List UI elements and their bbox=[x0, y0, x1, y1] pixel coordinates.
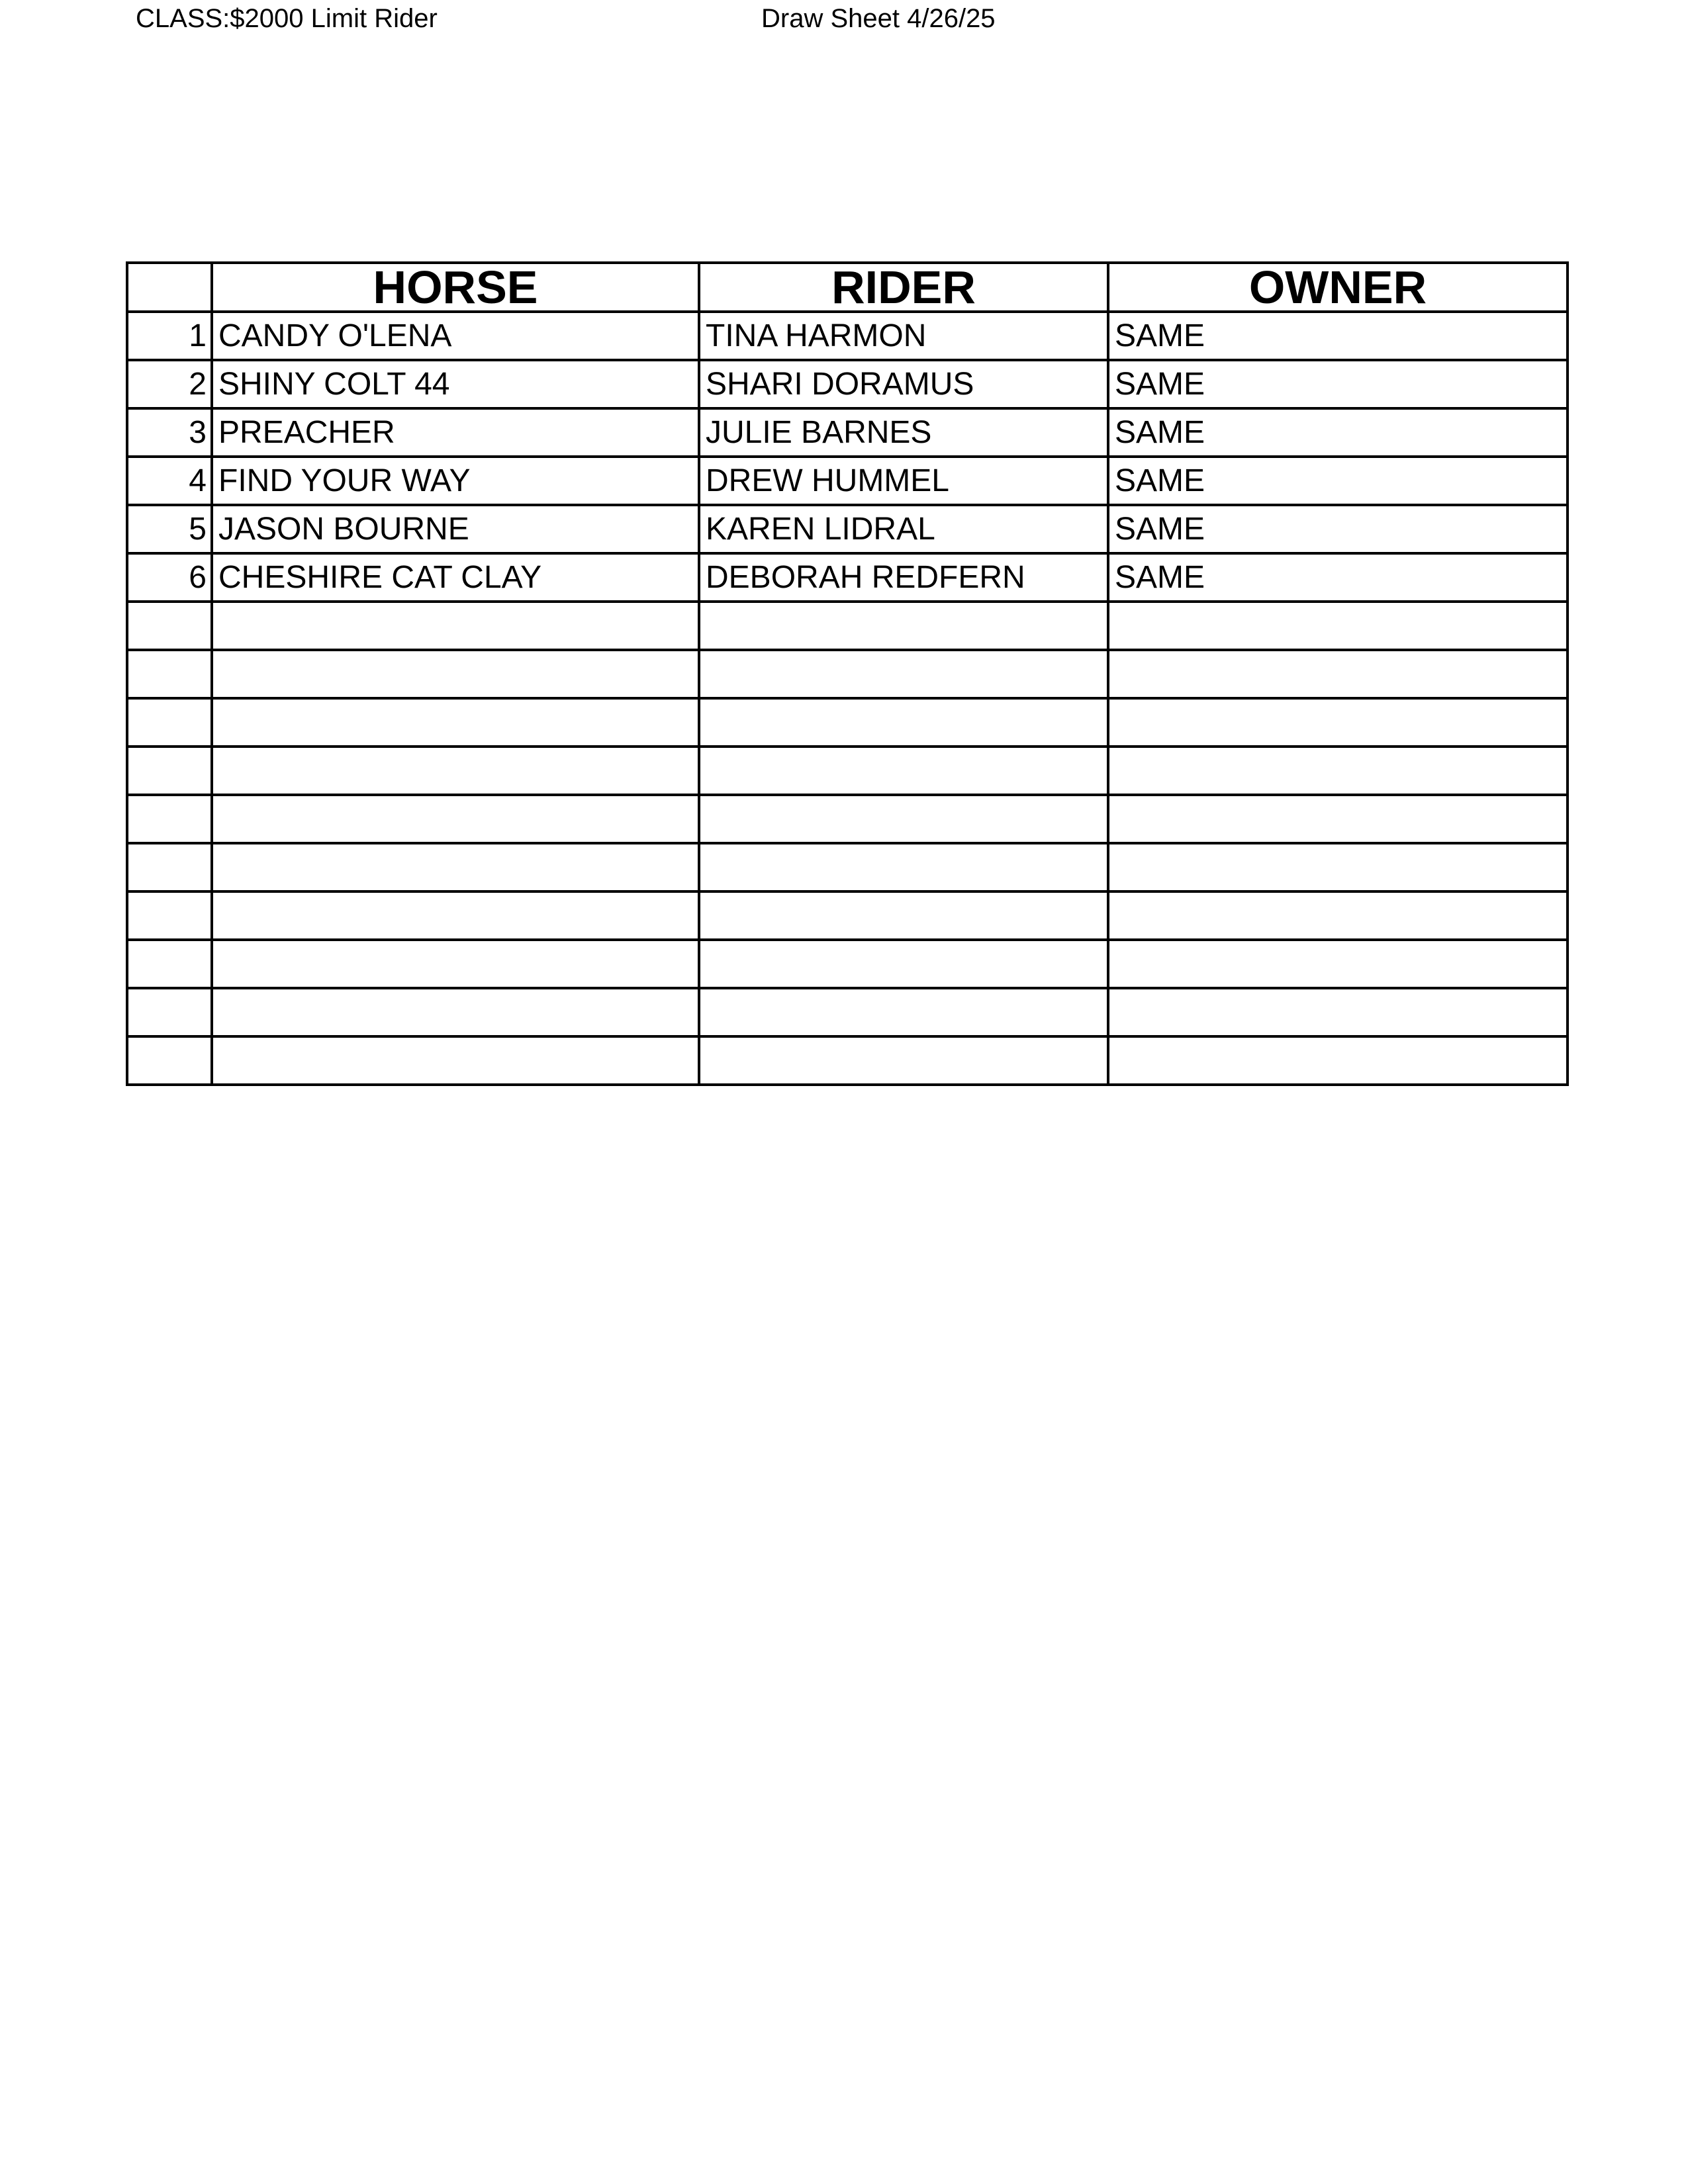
horse-cell: SHINY COLT 44 bbox=[212, 360, 699, 408]
draw-number-cell: 1 bbox=[127, 312, 212, 360]
rider-cell bbox=[699, 602, 1108, 650]
column-header-owner: OWNER bbox=[1108, 263, 1568, 312]
draw-number-cell bbox=[127, 602, 212, 650]
table-header-row bbox=[127, 263, 1568, 312]
draw-number-cell bbox=[127, 650, 212, 698]
table-row bbox=[127, 988, 1568, 1036]
horse-cell bbox=[212, 795, 699, 843]
horse-cell bbox=[212, 650, 699, 698]
rider-cell: SHARI DORAMUS bbox=[699, 360, 1108, 408]
owner-cell bbox=[1108, 747, 1568, 795]
horse-cell: FIND YOUR WAY bbox=[212, 457, 699, 505]
horse-cell: PREACHER bbox=[212, 408, 699, 457]
owner-cell bbox=[1108, 602, 1568, 650]
table-row bbox=[127, 650, 1568, 698]
draw-number-cell bbox=[127, 940, 212, 988]
table-row bbox=[127, 360, 1568, 408]
draw-number-cell: 5 bbox=[127, 505, 212, 553]
rider-cell: TINA HARMON bbox=[699, 312, 1108, 360]
column-header-number bbox=[127, 263, 212, 312]
table-row bbox=[127, 891, 1568, 940]
rider-cell bbox=[699, 747, 1108, 795]
rider-cell bbox=[699, 795, 1108, 843]
table-row bbox=[127, 698, 1568, 747]
draw-number-cell bbox=[127, 988, 212, 1036]
table-row bbox=[127, 505, 1568, 553]
owner-cell: SAME bbox=[1108, 312, 1568, 360]
draw-number-cell bbox=[127, 843, 212, 891]
owner-cell bbox=[1108, 891, 1568, 940]
table-row bbox=[127, 408, 1568, 457]
rider-cell bbox=[699, 843, 1108, 891]
table-row bbox=[127, 602, 1568, 650]
horse-cell: CHESHIRE CAT CLAY bbox=[212, 553, 699, 602]
draw-number-cell bbox=[127, 747, 212, 795]
horse-cell bbox=[212, 602, 699, 650]
owner-cell bbox=[1108, 940, 1568, 988]
draw-number-cell bbox=[127, 891, 212, 940]
rider-cell bbox=[699, 940, 1108, 988]
owner-cell: SAME bbox=[1108, 408, 1568, 457]
rider-cell bbox=[699, 988, 1108, 1036]
owner-cell: SAME bbox=[1108, 457, 1568, 505]
table-row bbox=[127, 795, 1568, 843]
horse-cell: JASON BOURNE bbox=[212, 505, 699, 553]
table-row bbox=[127, 940, 1568, 988]
owner-cell: SAME bbox=[1108, 505, 1568, 553]
rider-cell bbox=[699, 1036, 1108, 1085]
column-header-horse: HORSE bbox=[212, 263, 699, 312]
table-row bbox=[127, 553, 1568, 602]
owner-cell bbox=[1108, 1036, 1568, 1085]
draw-table bbox=[126, 261, 1569, 1086]
draw-number-cell bbox=[127, 698, 212, 747]
draw-number-cell: 6 bbox=[127, 553, 212, 602]
horse-cell bbox=[212, 940, 699, 988]
rider-cell bbox=[699, 698, 1108, 747]
column-header-rider: RIDER bbox=[699, 263, 1108, 312]
draw-number-cell: 3 bbox=[127, 408, 212, 457]
table-row bbox=[127, 843, 1568, 891]
owner-cell: SAME bbox=[1108, 553, 1568, 602]
horse-cell bbox=[212, 988, 699, 1036]
rider-cell: DREW HUMMEL bbox=[699, 457, 1108, 505]
rider-cell: DEBORAH REDFERN bbox=[699, 553, 1108, 602]
owner-cell bbox=[1108, 843, 1568, 891]
table-body bbox=[127, 312, 1568, 1085]
rider-cell bbox=[699, 650, 1108, 698]
table-row bbox=[127, 312, 1568, 360]
draw-number-cell: 4 bbox=[127, 457, 212, 505]
owner-cell: SAME bbox=[1108, 360, 1568, 408]
table-row bbox=[127, 457, 1568, 505]
draw-number-cell: 2 bbox=[127, 360, 212, 408]
owner-cell bbox=[1108, 650, 1568, 698]
horse-cell bbox=[212, 843, 699, 891]
horse-cell: CANDY O'LENA bbox=[212, 312, 699, 360]
horse-cell bbox=[212, 747, 699, 795]
rider-cell: JULIE BARNES bbox=[699, 408, 1108, 457]
owner-cell bbox=[1108, 698, 1568, 747]
horse-cell bbox=[212, 698, 699, 747]
class-label: CLASS:$2000 Limit Rider bbox=[136, 4, 438, 33]
owner-cell bbox=[1108, 988, 1568, 1036]
draw-number-cell bbox=[127, 795, 212, 843]
owner-cell bbox=[1108, 795, 1568, 843]
draw-number-cell bbox=[127, 1036, 212, 1085]
horse-cell bbox=[212, 1036, 699, 1085]
table-row bbox=[127, 1036, 1568, 1085]
rider-cell bbox=[699, 891, 1108, 940]
rider-cell: KAREN LIDRAL bbox=[699, 505, 1108, 553]
table-row bbox=[127, 747, 1568, 795]
draw-sheet-label: Draw Sheet 4/26/25 bbox=[761, 4, 996, 33]
horse-cell bbox=[212, 891, 699, 940]
